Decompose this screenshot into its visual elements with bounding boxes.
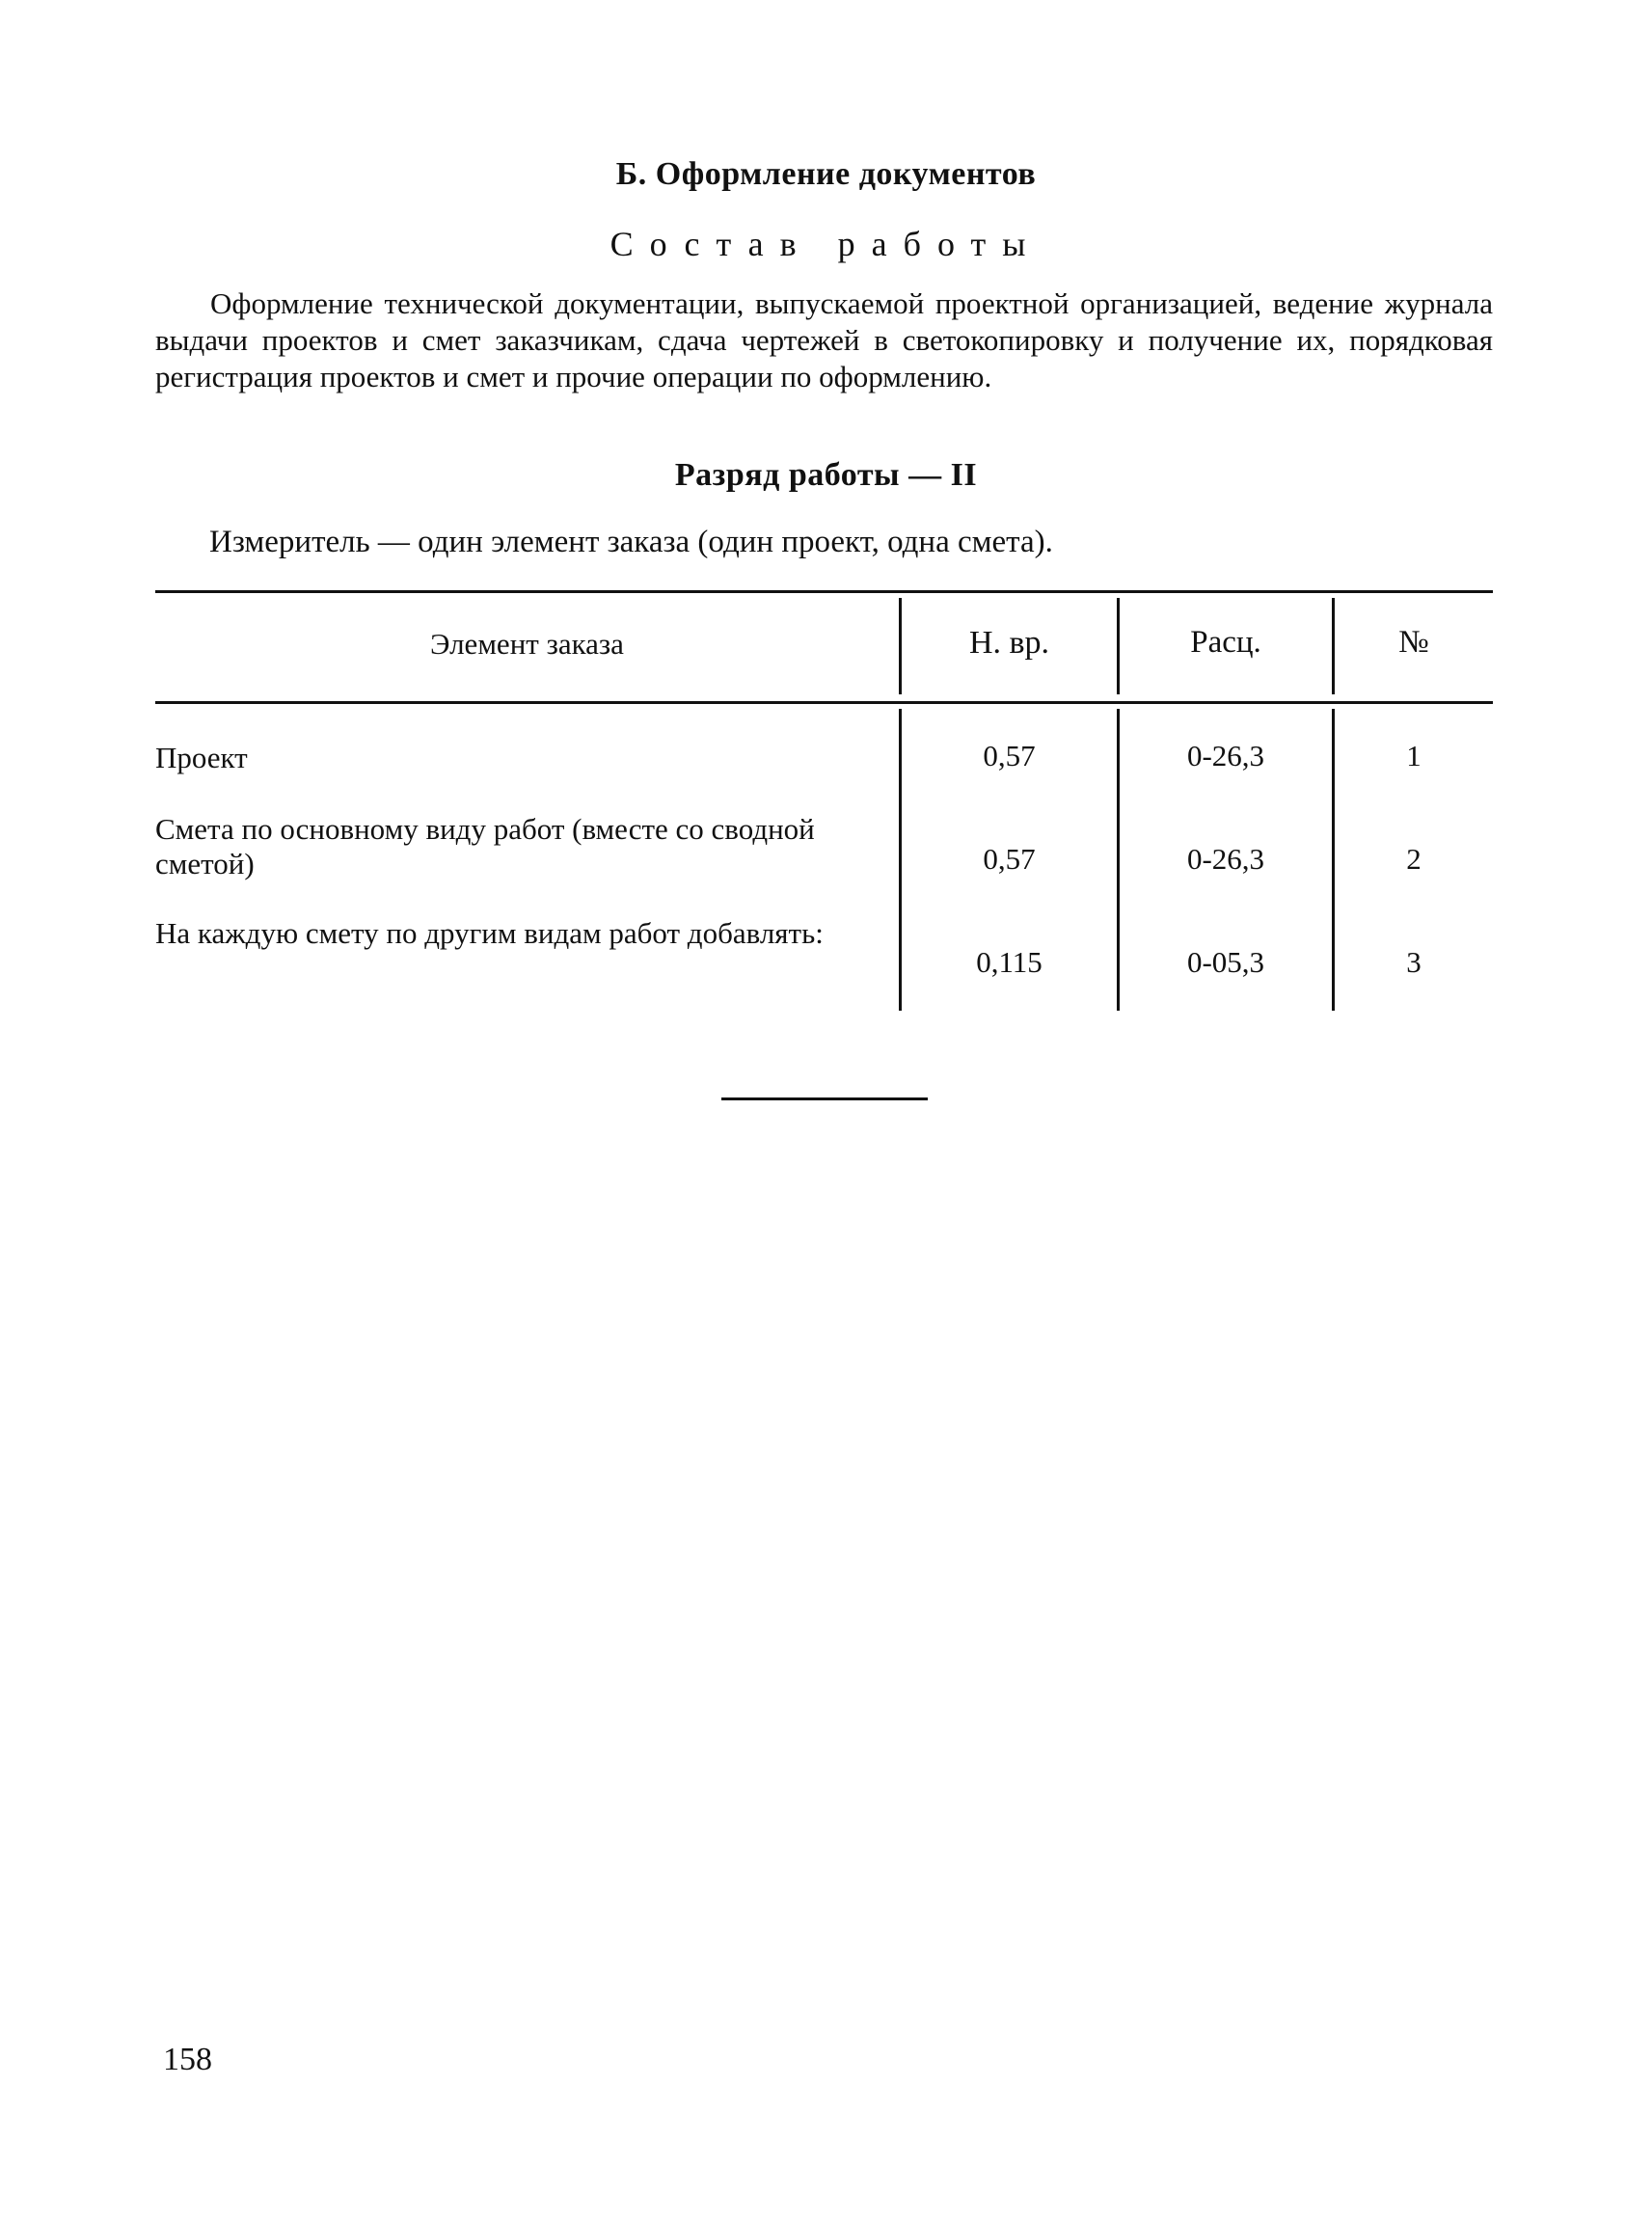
table-row-norm-time: 0,115 — [976, 945, 1043, 979]
page-number: 158 — [163, 2042, 212, 2077]
table-row-number: 2 — [1406, 842, 1422, 876]
section-title: Б. Оформление документов — [615, 156, 1037, 192]
table-row-number: 1 — [1406, 739, 1422, 772]
table-top-rule — [155, 590, 1493, 593]
header-number: № — [1398, 625, 1429, 660]
header-norm-time: Н. вр. — [968, 625, 1050, 661]
composition-text: Оформление технической документации, выпускаемой проектной организацией, ведение журнала выдачи проектов и смет заказчикам, сдача чертежей в светокопировку и получение их, порядковая регистрация проектов и смет и прочие операции по оформлению. — [155, 286, 1493, 393]
table-row-element: На каждую смету по другим видам работ добавлять: — [155, 916, 824, 950]
table-row-rate: 0-26,3 — [1186, 739, 1265, 772]
table-row-element: Смета по основному виду работ (вместе со сводной сметой) — [155, 812, 815, 880]
table-row-norm-time: 0,57 — [983, 842, 1036, 876]
table-row-rate: 0-26,3 — [1186, 842, 1265, 876]
table-row-element: Проект — [155, 741, 248, 774]
table-row-norm-time: 0,57 — [983, 739, 1036, 772]
table-row-number: 3 — [1406, 945, 1422, 979]
header-element: Элемент заказа — [430, 627, 624, 661]
composition-title: Состав работы — [609, 225, 1043, 263]
table-header-rule — [155, 701, 1493, 704]
table-row-rate: 0-05,3 — [1186, 945, 1265, 979]
header-rate: Расц. — [1190, 625, 1261, 660]
closing-rule — [721, 1097, 928, 1100]
work-grade: Разряд работы — II — [674, 457, 978, 493]
meter-text: Измеритель — один элемент заказа (один проект, одна смета). — [209, 525, 1053, 559]
